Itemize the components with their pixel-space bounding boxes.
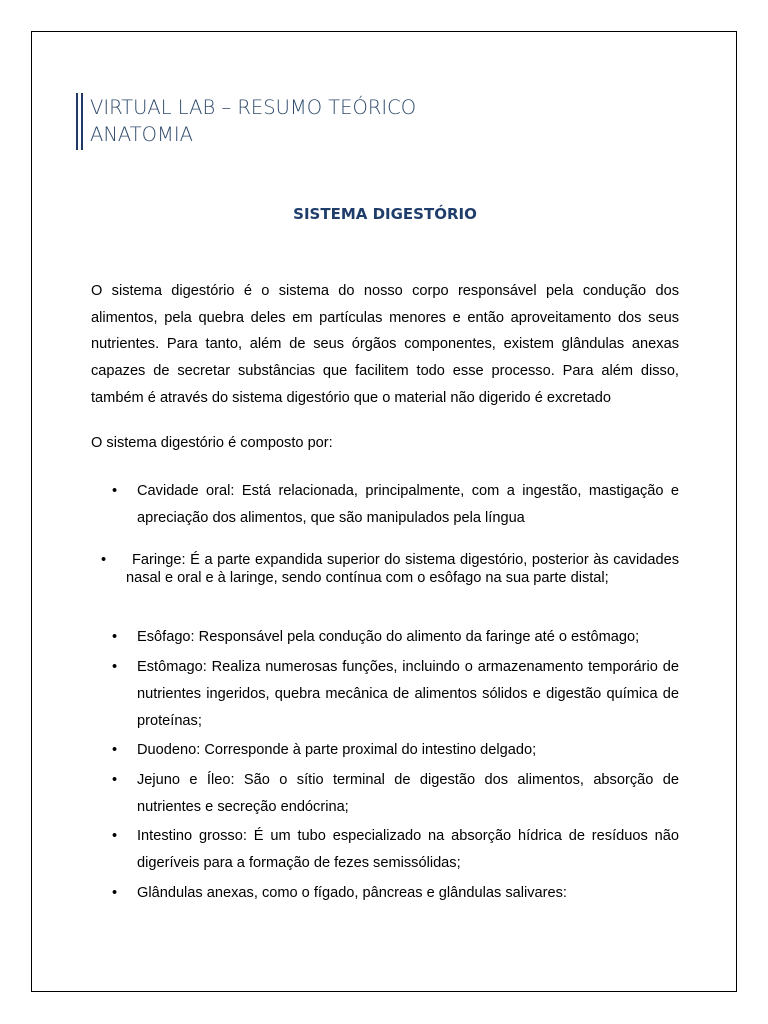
bullet-icon: • [112, 483, 118, 499]
bullet-icon: • [112, 629, 118, 645]
composition-label: O sistema digestório é composto por: [91, 435, 333, 451]
intro-paragraph: O sistema digestório é o sistema do nosso corpo responsável pela condução dos alimentos, pela quebra deles em partículas menores e então aproveitamento dos seus nutrientes. Para tanto, além de seus órgãos componentes, existem glândulas anexas capazes de secretar substâncias que facilitem todo esse processo. Para além disso, também é através do sistema digestório que o material não digerido é excretado [91, 283, 679, 406]
header-line-1: VIRTUAL LAB – RESUMO TEÓRICO [90, 96, 417, 119]
list-item-text: Duodeno: Corresponde à parte proximal do intestino delgado; [137, 742, 537, 758]
header-title [90, 94, 416, 148]
list-item-text: Jejuno e Íleo: São o sítio terminal de digestão dos alimentos, absorção de nutrientes e secreção endócrina; [137, 771, 679, 815]
list-item-text: Cavidade oral: Está relacionada, principalmente, com a ingestão, mastigação e apreciação dos alimentos, que são manipulados pela língua [137, 483, 679, 526]
organ-list [112, 478, 679, 532]
header-accent-bar [81, 93, 83, 150]
list-item-text: Esôfago: Responsável pela condução do alimento da faringe até o estômago; [137, 629, 640, 645]
section-title: SISTEMA DIGESTÓRIO [293, 205, 477, 223]
list-item [112, 624, 679, 651]
bullet-icon: • [112, 771, 118, 788]
list-item [112, 823, 679, 877]
list-item [112, 737, 679, 764]
list-item [112, 880, 679, 907]
list-item [101, 551, 679, 587]
document-header [76, 93, 576, 150]
list-item [112, 767, 679, 821]
header-accent-bar [76, 93, 78, 150]
bullet-icon: • [101, 552, 107, 568]
organ-list [112, 624, 679, 909]
list-item-text: Estômago: Realiza numerosas funções, incluindo o armazenamento temporário de nutrientes ingeridos, quebra mecânica de alimentos sólidos e digestão química de proteínas; [137, 658, 679, 729]
list-item-text: Intestino grosso: É um tubo especializado na absorção hídrica de resíduos não digeríveis para a formação de fezes semissólidas; [137, 828, 679, 871]
bullet-icon: • [112, 658, 118, 675]
list-item-text: Faringe: É a parte expandida superior do sistema digestório, posterior às cavidades nasal e oral e à laringe, sendo contínua com o esôfago na sua parte distal; [126, 552, 679, 586]
list-item [112, 478, 679, 532]
bullet-icon: • [112, 742, 118, 758]
organ-list [101, 551, 679, 587]
list-item [112, 654, 679, 735]
bullet-icon: • [112, 828, 118, 844]
document-page [31, 31, 737, 992]
list-item-text: Glândulas anexas, como o fígado, pâncreas e glândulas salivares: [137, 884, 567, 901]
bullet-icon: • [112, 884, 118, 901]
header-line-2: ANATOMIA [90, 123, 193, 146]
